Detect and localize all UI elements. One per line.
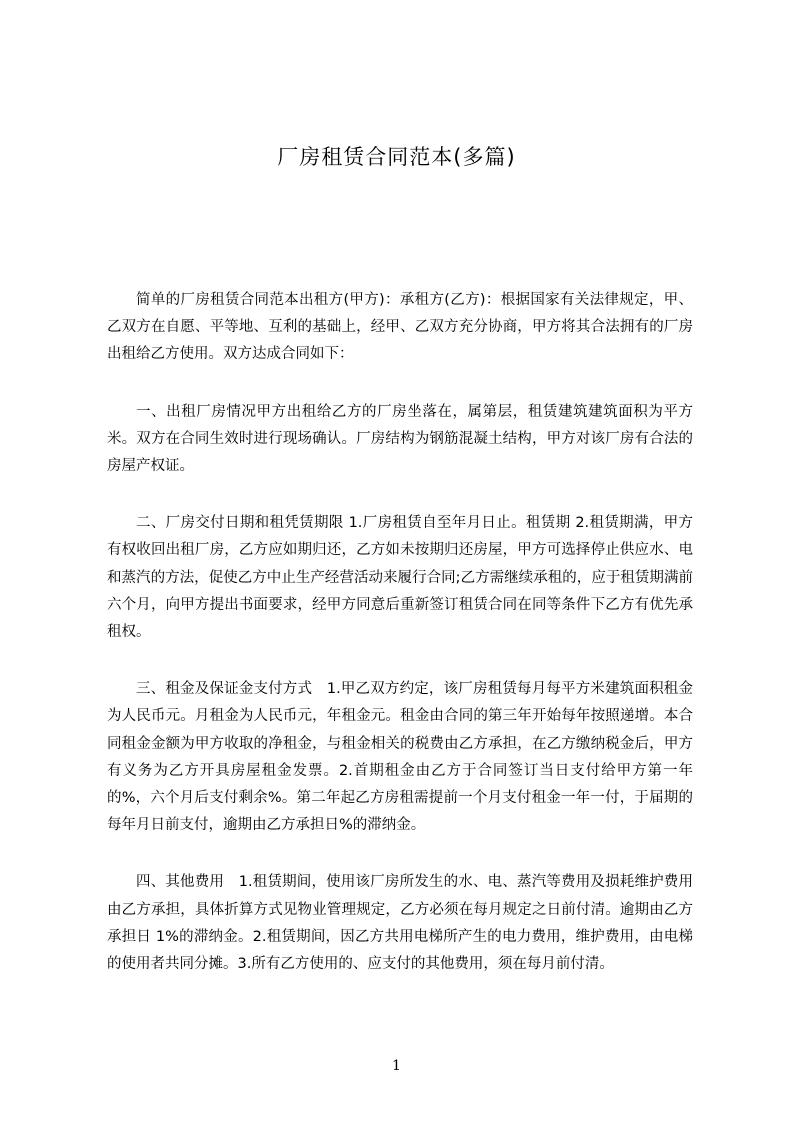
section-4-paragraph: 四、其他费用 1.租赁期间，使用该厂房所发生的水、电、蒸汽等费用及损耗维护费用由乙方承担，具体折算方式见物业管理规定，乙方必须在每月规定之日前付清。逾期由乙方承担日 1%的滞纳金。2.租赁期间，因乙方共用电梯所产生的电力费用，维护费用，由电梯的使用者共同分摊。3.所有乙方使用的、应支付的其他费用，须在每月前付清。: [107, 874, 693, 973]
document-title: 厂房租赁合同范本(多篇): [277, 145, 516, 169]
section-1-paragraph: 一、出租厂房情况甲方出租给乙方的厂房坐落在，属第层，租赁建筑建筑面积为平方米。双方在合同生效时进行现场确认。厂房结构为钢筋混凝土结构，甲方对该厂房有合法的房屋产权证。: [107, 403, 693, 475]
intro-paragraph: 简单的厂房租赁合同范本出租方(甲方)：承租方(乙方)：根据国家有关法律规定，甲、乙双方在自愿、平等地、互利的基础上，经甲、乙双方充分协商，甲方将其合法拥有的厂房出租给乙方使用。双方达成合同如下：: [107, 292, 693, 363]
section-3-paragraph: 三、租金及保证金支付方式 1.甲乙双方约定，该厂房租赁每月每平方米建筑面积租金为人民币元。月租金为人民币元，年租金元。租金由合同的第三年开始每年按照递增。本合同租金金额为甲方收取的净租金，与租金相关的税费由乙方承担，在乙方缴纳税金后，甲方有义务为乙方开具房屋租金发票。2.首期租金由乙方于合同签订当日支付给甲方第一年的%，六个月后支付剩余%。第二年起乙方房租需提前一个月支付租金一年一付，于届期的每年月日前支付，逾期由乙方承担日%的滞纳金。: [107, 681, 693, 834]
document-body: [107, 287, 693, 1008]
page-number: 1: [392, 1058, 401, 1074]
section-2-paragraph: 二、厂房交付日期和租凭赁期限 1.厂房租赁自至年月日止。租赁期 2.租赁期满，甲方有权收回出租厂房，乙方应如期归还，乙方如未按期归还房屋，甲方可选择停止供应水、电和蒸汽的方法，促使乙方中止生产经营活动来履行合同;乙方需继续承租的，应于租赁期满前六个月，向甲方提出书面要求，经甲方同意后重新签订租赁合同在同等条件下乙方有优先承租权。: [107, 515, 693, 641]
